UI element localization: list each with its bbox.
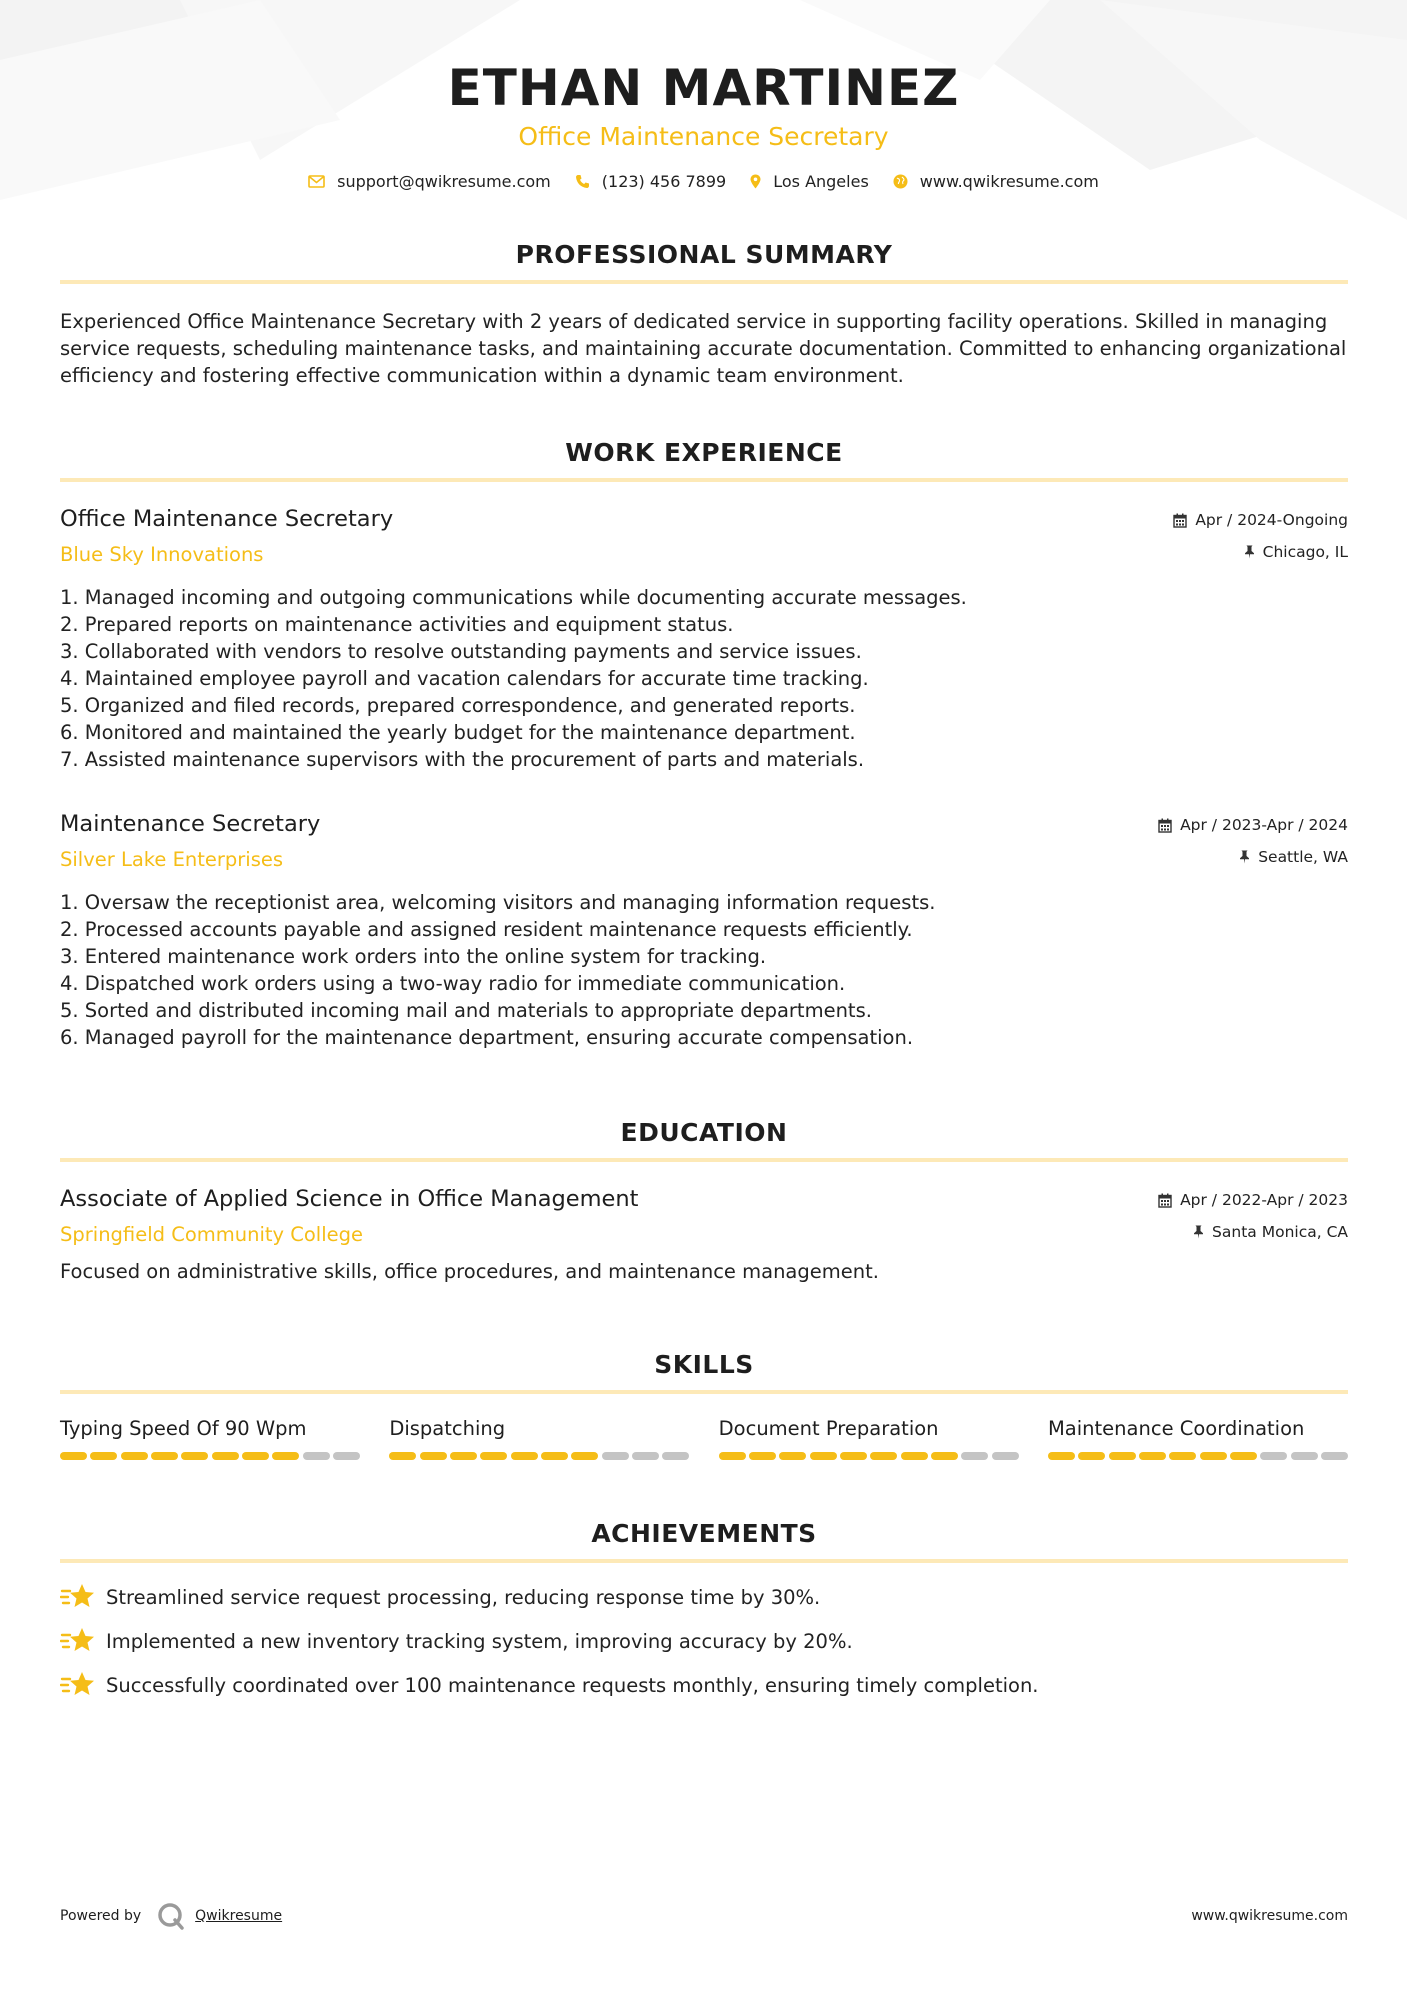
- job-date-text: Apr / 2024-Ongoing: [1195, 511, 1348, 529]
- achievement-item: [60, 1663, 1348, 1707]
- degree-name: Associate of Applied Science in Office Management: [60, 1186, 639, 1212]
- job-date: [1158, 816, 1348, 834]
- job-role: Maintenance Secretary: [60, 811, 321, 837]
- star-icon: [60, 1582, 96, 1612]
- skill-level-segment-filled: [931, 1452, 958, 1460]
- skill-level-segment-filled: [1230, 1452, 1257, 1460]
- skill-item: [1048, 1416, 1348, 1460]
- skill-level-bar: [60, 1452, 360, 1460]
- star-icon: [60, 1670, 96, 1700]
- job-entry: [60, 811, 1348, 1051]
- candidate-name: ETHAN MARTINEZ: [447, 59, 960, 117]
- contact-phone-text: (123) 456 7899: [601, 172, 727, 191]
- section-divider: [60, 1390, 1348, 1394]
- skill-level-segment-filled: [541, 1452, 568, 1460]
- skill-level-segment-empty: [303, 1452, 330, 1460]
- list-item: 1. Managed incoming and outgoing communications while documenting accurate messages.: [60, 586, 967, 609]
- skill-item: [719, 1416, 1019, 1460]
- skill-level-segment-filled: [749, 1452, 776, 1460]
- job-role: Office Maintenance Secretary: [60, 506, 394, 532]
- list-item: 6. Managed payroll for the maintenance department, ensuring accurate compensation.: [60, 1026, 914, 1049]
- job-entry: [60, 506, 1348, 773]
- achievement-item: [60, 1619, 1348, 1663]
- skill-level-segment-filled: [810, 1452, 837, 1460]
- skill-level-segment-filled: [779, 1452, 806, 1460]
- skill-level-segment-filled: [151, 1452, 178, 1460]
- education-description: Focused on administrative skills, office procedures, and maintenance management.: [60, 1260, 879, 1283]
- school-name: Springfield Community College: [60, 1223, 364, 1246]
- pushpin-icon: [1193, 1225, 1204, 1239]
- skill-level-segment-filled: [450, 1452, 477, 1460]
- skill-level-segment-empty: [333, 1452, 360, 1460]
- education-location-text: Santa Monica, CA: [1212, 1223, 1348, 1241]
- experience-section: [60, 436, 1348, 1051]
- skill-level-segment-filled: [571, 1452, 598, 1460]
- skill-level-segment-empty: [662, 1452, 689, 1460]
- summary-section: [60, 238, 1348, 389]
- section-divider: [60, 1158, 1348, 1162]
- job-duties-list: [60, 584, 1348, 773]
- education-date: [1158, 1191, 1348, 1209]
- skills-row: [60, 1416, 1348, 1460]
- skill-level-segment-empty: [632, 1452, 659, 1460]
- skill-level-segment-filled: [1048, 1452, 1075, 1460]
- page-footer: [60, 1900, 1348, 1932]
- list-item: 7. Assisted maintenance supervisors with the procurement of parts and materials.: [60, 748, 865, 771]
- skill-level-segment-filled: [181, 1452, 208, 1460]
- skill-level-segment-empty: [1321, 1452, 1348, 1460]
- skill-level-segment-filled: [272, 1452, 299, 1460]
- skill-level-bar: [719, 1452, 1019, 1460]
- achievements-section: [60, 1517, 1348, 1707]
- achievement-text: Implemented a new inventory tracking system, improving accuracy by 20%.: [106, 1629, 853, 1653]
- resume-header: [0, 58, 1407, 154]
- contact-location: [750, 172, 869, 191]
- skill-level-segment-filled: [511, 1452, 538, 1460]
- skill-level-segment-filled: [121, 1452, 148, 1460]
- skill-level-segment-empty: [1260, 1452, 1287, 1460]
- contact-website-text: www.qwikresume.com: [919, 172, 1099, 191]
- globe-icon: [893, 174, 908, 189]
- skill-name: Document Preparation: [718, 1417, 939, 1440]
- skill-level-segment-filled: [1109, 1452, 1136, 1460]
- skill-level-bar: [1048, 1452, 1348, 1460]
- skill-name: Maintenance Coordination: [1047, 1417, 1305, 1440]
- list-item: 1. Oversaw the receptionist area, welcoming visitors and managing information requests.: [60, 891, 936, 914]
- summary-heading: PROFESSIONAL SUMMARY: [515, 240, 893, 269]
- summary-text: Experienced Office Maintenance Secretary with 2 years of dedicated service in supporting facility operations. Skilled in managing service requests, scheduling maintenance tasks, and maintaining accurate documentation. Committed to enhancing organizational efficiency and fostering effective communication within a dynamic team environment.: [60, 310, 1347, 387]
- list-item: 6. Monitored and maintained the yearly budget for the maintenance department.: [60, 721, 856, 744]
- job-duties-list: [60, 889, 1348, 1051]
- job-date-text: Apr / 2023-Apr / 2024: [1180, 816, 1348, 834]
- experience-heading: WORK EXPERIENCE: [565, 438, 843, 467]
- list-item: 3. Collaborated with vendors to resolve outstanding payments and service issues.: [60, 640, 862, 663]
- list-item: 2. Prepared reports on maintenance activities and equipment status.: [60, 613, 734, 636]
- achievement-item: [60, 1575, 1348, 1619]
- skill-level-segment-filled: [60, 1452, 87, 1460]
- skill-level-segment-filled: [480, 1452, 507, 1460]
- calendar-icon: [1158, 1193, 1172, 1208]
- skill-level-segment-filled: [1200, 1452, 1227, 1460]
- skill-level-segment-empty: [961, 1452, 988, 1460]
- skill-level-segment-filled: [870, 1452, 897, 1460]
- achievement-text: Streamlined service request processing, reducing response time by 30%.: [106, 1585, 821, 1609]
- education-section: [60, 1116, 1348, 1285]
- education-date-text: Apr / 2022-Apr / 2023: [1180, 1191, 1348, 1209]
- job-company: Blue Sky Innovations: [60, 543, 264, 566]
- skill-level-segment-filled: [212, 1452, 239, 1460]
- skill-item: [60, 1416, 360, 1460]
- education-heading: EDUCATION: [620, 1118, 788, 1147]
- skill-level-segment-empty: [1291, 1452, 1318, 1460]
- skills-heading: SKILLS: [654, 1350, 754, 1379]
- skills-section: [60, 1348, 1348, 1460]
- education-entry: [60, 1186, 1348, 1285]
- education-location: [1193, 1223, 1348, 1241]
- qwikresume-logo-icon: [157, 1902, 185, 1930]
- map-pin-icon: [750, 174, 761, 189]
- skill-level-segment-empty: [992, 1452, 1019, 1460]
- skill-level-segment-empty: [602, 1452, 629, 1460]
- contact-email-text: support@qwikresume.com: [337, 172, 551, 191]
- contact-phone[interactable]: [575, 172, 726, 191]
- skill-name: Dispatching: [389, 1417, 506, 1440]
- list-item: 5. Sorted and distributed incoming mail and materials to appropriate departments.: [60, 999, 872, 1022]
- job-location-text: Seattle, WA: [1258, 848, 1348, 866]
- calendar-icon: [1158, 818, 1172, 833]
- powered-by-label: Powered by: [60, 1908, 142, 1924]
- skill-item: [389, 1416, 689, 1460]
- contact-bar: [0, 172, 1407, 191]
- skill-level-segment-filled: [1139, 1452, 1166, 1460]
- achievements-heading: ACHIEVEMENTS: [591, 1519, 817, 1548]
- job-date: [1173, 511, 1348, 529]
- list-item: 3. Entered maintenance work orders into the online system for tracking.: [60, 945, 767, 968]
- skill-level-segment-filled: [90, 1452, 117, 1460]
- job-location: [1244, 543, 1348, 561]
- skill-level-bar: [389, 1452, 689, 1460]
- skill-level-segment-filled: [840, 1452, 867, 1460]
- skill-name: Typing Speed Of 90 Wpm: [60, 1417, 307, 1440]
- footer-website-link[interactable]: www.qwikresume.com: [1191, 1908, 1348, 1924]
- pushpin-icon: [1244, 545, 1255, 559]
- skill-level-segment-filled: [242, 1452, 269, 1460]
- candidate-title: Office Maintenance Secretary: [518, 122, 889, 151]
- skill-level-segment-filled: [389, 1452, 416, 1460]
- qwikresume-link[interactable]: Qwikresume: [195, 1908, 283, 1924]
- footer-branding: [60, 1902, 282, 1930]
- section-divider: [60, 478, 1348, 482]
- contact-location-text: Los Angeles: [773, 172, 869, 191]
- star-icon: [60, 1626, 96, 1656]
- pushpin-icon: [1239, 850, 1250, 864]
- skill-level-segment-filled: [901, 1452, 928, 1460]
- list-item: 2. Processed accounts payable and assigned resident maintenance requests efficiently.: [60, 918, 913, 941]
- envelope-icon: [308, 175, 325, 188]
- list-item: 4. Dispatched work orders using a two-way radio for immediate communication.: [60, 972, 846, 995]
- contact-email[interactable]: [308, 172, 551, 191]
- achievement-text: Successfully coordinated over 100 maintenance requests monthly, ensuring timely completion.: [106, 1673, 1039, 1697]
- skill-level-segment-filled: [719, 1452, 746, 1460]
- skill-level-segment-filled: [1078, 1452, 1105, 1460]
- skill-level-segment-filled: [420, 1452, 447, 1460]
- section-divider: [60, 280, 1348, 284]
- skill-level-segment-filled: [1169, 1452, 1196, 1460]
- list-item: 4. Maintained employee payroll and vacation calendars for accurate time tracking.: [60, 667, 869, 690]
- section-divider: [60, 1559, 1348, 1563]
- job-company: Silver Lake Enterprises: [60, 848, 284, 871]
- job-location: [1239, 848, 1348, 866]
- job-location-text: Chicago, IL: [1262, 543, 1348, 561]
- list-item: 5. Organized and filed records, prepared correspondence, and generated reports.: [60, 694, 856, 717]
- calendar-icon: [1173, 513, 1187, 528]
- phone-icon: [575, 174, 590, 189]
- contact-website[interactable]: [893, 172, 1099, 191]
